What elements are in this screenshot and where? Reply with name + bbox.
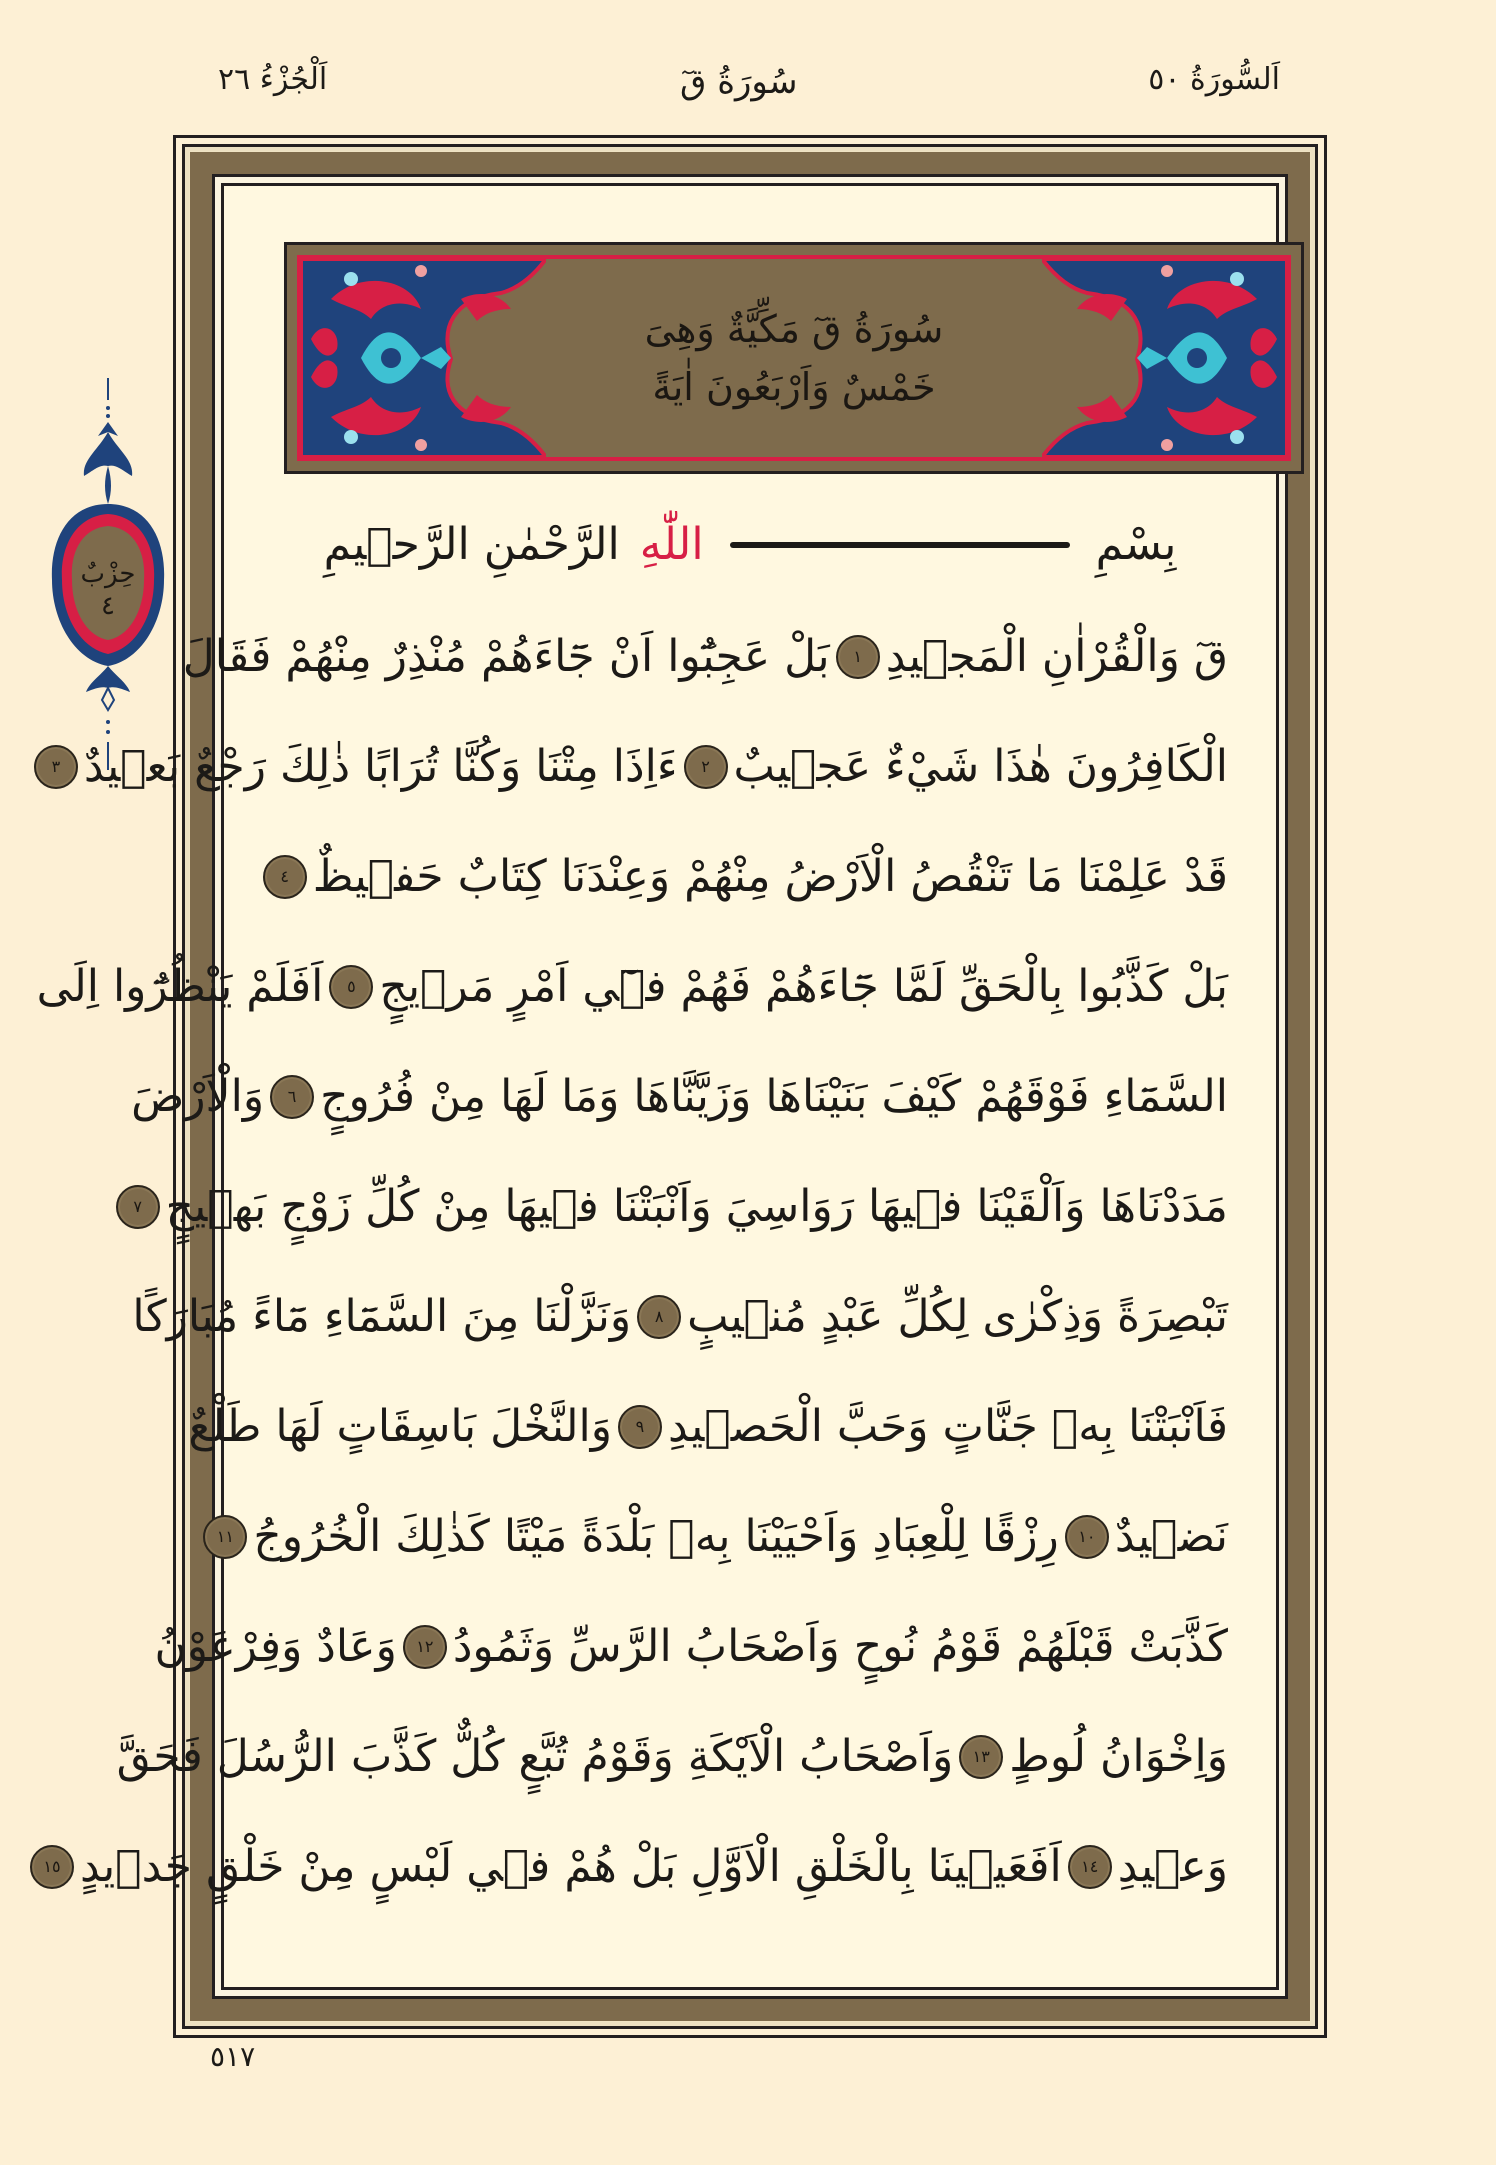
ayah-number-marker: ٧ bbox=[116, 1185, 160, 1229]
ayah-number-marker: ٤ bbox=[263, 855, 307, 899]
ayah-number-marker: ٨ bbox=[637, 1295, 681, 1339]
verse-line bbox=[182, 602, 1228, 712]
bismillah-bism: بِسْمِ bbox=[1095, 519, 1177, 570]
ayah-number-marker: ٥ bbox=[329, 965, 373, 1009]
ayah-number-marker: ١٣ bbox=[959, 1735, 1003, 1779]
verse-text-segment: وَالْاَرْضَ bbox=[131, 1071, 265, 1122]
surah-header-cartouche bbox=[284, 242, 1304, 474]
verse-text-segment: اَفَعَي۪ينَا بِالْخَلْقِ الْاَوَّلِ بَلْ هُمْ ف۪ي لَبْسٍ مِنْ خَلْقٍ جَد۪يدٍ bbox=[79, 1841, 1062, 1892]
running-header bbox=[0, 62, 1496, 122]
verse-text-segment: وَع۪يدِ bbox=[1117, 1841, 1228, 1892]
verse-text-segment: ءَاِذَا مِتْنَا وَكُنَّا تُرَابًا ذٰلِكَ رَجْعٌ بَع۪يدٌ bbox=[83, 741, 678, 792]
verse-text-segment: الْكَافِرُونَ هٰذَا شَيْءٌ عَج۪يبٌ bbox=[733, 741, 1228, 792]
verse-lines bbox=[36, 602, 1228, 1922]
surah-header-line-2: خَمْسٌ وَاَرْبَعُونَ اٰيَةً bbox=[652, 365, 936, 409]
surah-number-label: اَلسُّورَةُ ٥٠ bbox=[1148, 62, 1280, 97]
verse-line bbox=[216, 1482, 1228, 1592]
verse-text-segment: وَاَصْحَابُ الْاَيْكَةِ وَقَوْمُ تُبَّعٍ كُلٌّ كَذَّبَ الرُّسُلَ فَحَقَّ bbox=[116, 1731, 954, 1782]
ayah-number-marker: ٢ bbox=[684, 745, 728, 789]
verse-line bbox=[43, 1812, 1228, 1922]
ayah-number-marker: ٩ bbox=[618, 1405, 662, 1449]
ayah-number-marker: ١٤ bbox=[1068, 1845, 1112, 1889]
ayah-number-marker: ٣ bbox=[34, 745, 78, 789]
floral-ornament-icon bbox=[301, 259, 546, 457]
verse-line bbox=[133, 1152, 1228, 1262]
ayah-number-marker: ١ bbox=[836, 635, 880, 679]
verse-text-segment: اَفَلَمْ يَنْظُرُٓوا اِلَى bbox=[36, 961, 324, 1012]
verse-text-segment: السَّمَٓاءِ فَوْقَهُمْ كَيْفَ بَنَيْنَاهَا وَزَيَّنَّاهَا وَمَا لَهَا مِنْ فُرُوجٍ bbox=[320, 1071, 1228, 1122]
page-number: ٥١٧ bbox=[210, 2040, 256, 2073]
verse-line bbox=[131, 1042, 1228, 1152]
verse-text-segment: بَلْ عَجِبُٓوا اَنْ جَٓاءَهُمْ مُنْذِرٌ مِنْهُمْ فَقَالَ bbox=[182, 631, 830, 682]
juz-label: اَلْجُزْءُ ٢٦ bbox=[218, 62, 328, 97]
verse-text-segment: نَض۪يدٌ bbox=[1114, 1511, 1228, 1562]
verse-line bbox=[188, 1372, 1228, 1482]
bismillah-allah: اللّٰهِ bbox=[639, 519, 704, 570]
verse-text-segment: بَلْ كَذَّبُوا بِالْحَقِّ لَمَّا جَٓاءَهُمْ فَهُمْ ف۪ٓي اَمْرٍ مَر۪يجٍ bbox=[379, 961, 1228, 1012]
bismillah bbox=[272, 488, 1228, 602]
verse-text-segment: فَاَنْبَتْنَا بِه۪ جَنَّاتٍ وَحَبَّ الْحَص۪يدِ bbox=[667, 1401, 1228, 1452]
verse-text-segment: وَاِخْوَانُ لُوطٍ bbox=[1009, 1731, 1228, 1782]
surah-title: سُورَةُ قٓ bbox=[680, 62, 798, 102]
verse-line bbox=[51, 712, 1228, 822]
verse-text-segment: قٓ وَالْقُرْاٰنِ الْمَج۪يدِ bbox=[885, 631, 1228, 682]
hizb-label bbox=[74, 558, 142, 622]
bismillah-rahman-rahim: الرَّحْمٰنِ الرَّح۪يمِ bbox=[323, 519, 620, 570]
verse-line bbox=[132, 1262, 1228, 1372]
verse-text-segment: رِزْقًا لِلْعِبَادِ وَاَحْيَيْنَا بِه۪ بَلْدَةً مَيْتًا كَذٰلِكَ الْخُرُوجُ bbox=[253, 1511, 1059, 1562]
verse-text-segment: وَعَادٌ وَفِرْعَوْنُ bbox=[154, 1621, 397, 1672]
verse-text-segment: وَالنَّخْلَ بَاسِقَاتٍ لَهَا طَلْعٌ bbox=[188, 1401, 612, 1452]
ayah-number-marker: ١٢ bbox=[403, 1625, 447, 1669]
ayah-number-marker: ٦ bbox=[270, 1075, 314, 1119]
surah-header-text bbox=[527, 285, 1061, 431]
ayah-number-marker: ١٠ bbox=[1065, 1515, 1109, 1559]
verse-text-segment: مَدَدْنَاهَا وَاَلْقَيْنَا ف۪يهَا رَوَاسِيَ وَاَنْبَتْنَا ف۪يهَا مِنْ كُلِّ زَوْجٍ بَه۪يجٍ bbox=[165, 1181, 1228, 1232]
verse-line bbox=[272, 822, 1228, 932]
verse-text-segment: وَنَزَّلْنَا مِنَ السَّمَٓاءِ مَٓاءً مُبَارَكًا bbox=[132, 1291, 632, 1342]
floral-ornament-icon bbox=[1042, 259, 1287, 457]
verse-text-segment: تَبْصِرَةً وَذِكْرٰى لِكُلِّ عَبْدٍ مُن۪يبٍ bbox=[687, 1291, 1228, 1342]
hizb-number: ٤ bbox=[101, 591, 115, 621]
ayah-number-marker: ١١ bbox=[203, 1515, 247, 1559]
verse-line bbox=[36, 932, 1228, 1042]
surah-header-line-1: سُورَةُ قٓ مَكِّيَّةٌ وَهِىَ bbox=[644, 307, 944, 351]
verse-line bbox=[116, 1702, 1228, 1812]
hizb-text: حِزْبٌ bbox=[80, 559, 136, 589]
verse-text-segment: قَدْ عَلِمْنَا مَا تَنْقُصُ الْاَرْضُ مِنْهُمْ وَعِنْدَنَا كِتَابٌ حَف۪يظٌ bbox=[312, 851, 1228, 902]
verse-line bbox=[154, 1592, 1228, 1702]
verse-text-segment: كَذَّبَتْ قَبْلَهُمْ قَوْمُ نُوحٍ وَاَصْحَابُ الرَّسِّ وَثَمُودُ bbox=[452, 1621, 1228, 1672]
bismillah-stroke bbox=[730, 542, 1070, 548]
ayah-number-marker: ١٥ bbox=[30, 1845, 74, 1889]
